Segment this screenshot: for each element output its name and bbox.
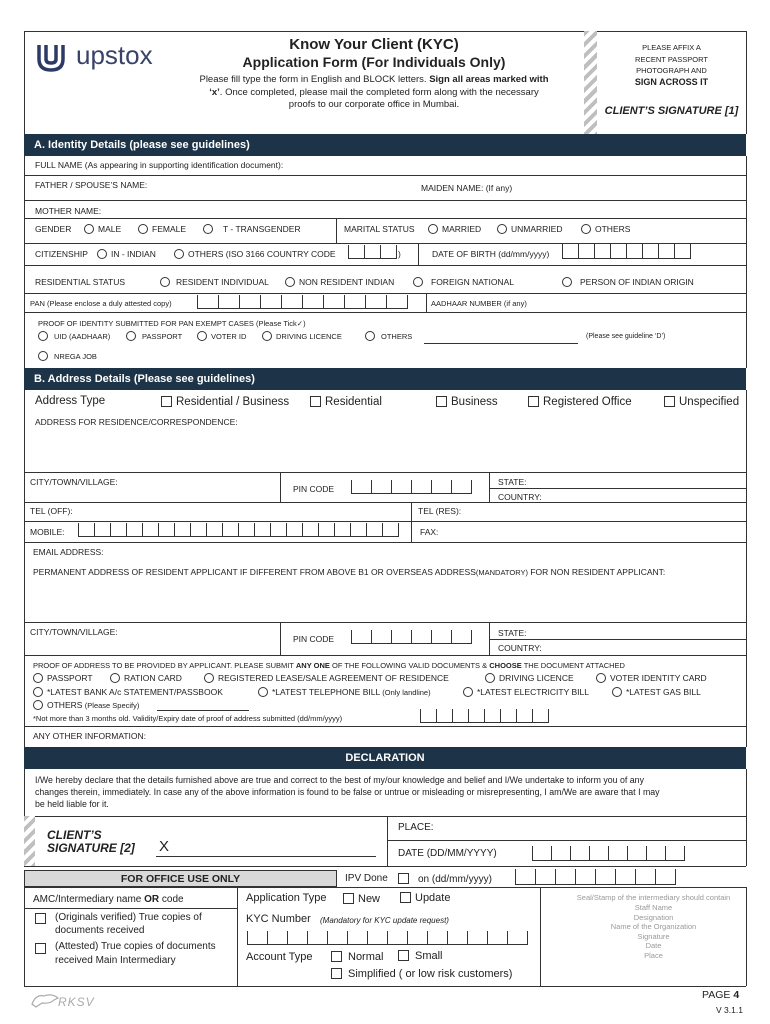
pan-label: PAN (Please enclose a duly attested copy) bbox=[30, 299, 172, 308]
pin-cells[interactable] bbox=[351, 480, 472, 494]
res-pio[interactable]: PERSON OF INDIAN ORIGIN bbox=[562, 277, 694, 287]
poa-phone[interactable]: *LATEST TELEPHONE BILL (Only landline) bbox=[258, 687, 431, 697]
office-use-header: FOR OFFICE USE ONLY bbox=[24, 870, 337, 887]
seal-line-6: Place bbox=[644, 951, 663, 960]
tel-off-label: TEL (OFF): bbox=[30, 506, 73, 516]
gender-female[interactable]: FEMALE bbox=[138, 224, 186, 234]
form-title: Know Your Client (KYC) bbox=[289, 36, 459, 53]
proof-address-title: PROOF OF ADDRESS TO BE PROVIDED BY APPLICANT. PLEASE SUBMIT ANY ONE OF THE FOLLOWING VALID DOCUMENTS & CHOOSE THE DOCUMENT ATTACHED bbox=[33, 661, 625, 670]
instructions-line2: ‘x’. Once completed, please mail the completed form along with the necessary bbox=[209, 87, 539, 98]
attested-line1: (Attested) True copies of documents bbox=[55, 941, 216, 952]
seal-line-3: Name of the Organization bbox=[610, 922, 697, 931]
perm-address-label: PERMANENT ADDRESS OF RESIDENT APPLICANT IF DIFFERENT FROM ABOVE B1 OR OVERSEAS ADDRESS(MANDATORY) FOR NON RESIDENT APPLICANT: bbox=[33, 567, 666, 577]
tel-res-label: TEL (RES): bbox=[418, 506, 462, 516]
poa-ration[interactable]: RATION CARD bbox=[110, 673, 182, 683]
poa-gas[interactable]: *LATEST GAS BILL bbox=[612, 687, 701, 697]
mobile-cells[interactable] bbox=[78, 523, 399, 537]
pin-label: PIN CODE bbox=[293, 484, 335, 494]
section-a-header: A. Identity Details (please see guidelines) bbox=[24, 134, 746, 156]
amc-label: AMC/Intermediary name OR code bbox=[33, 894, 184, 905]
declaration-line3: be held liable for it. bbox=[35, 799, 109, 809]
app-type-label: Application Type bbox=[246, 892, 327, 904]
decl-date-cells[interactable] bbox=[532, 846, 685, 861]
dob-cells[interactable] bbox=[562, 244, 691, 259]
pin2-label: PIN CODE bbox=[293, 634, 335, 644]
seal-line-0: Seal/Stamp of the intermediary should contain bbox=[576, 893, 731, 902]
seal-line-1: Staff Name bbox=[634, 903, 673, 912]
originals-checkbox[interactable] bbox=[35, 913, 50, 924]
marital-married[interactable]: MARRIED bbox=[428, 224, 481, 234]
declaration-line2: changes therein, immediately. In case any of the above information is found to be false or untrue or misleading or misrepresenting, I am/We are aware that I may bbox=[35, 787, 660, 797]
proof-uid[interactable]: UID (AADHAAR) bbox=[38, 331, 110, 341]
any-other-info-label: ANY OTHER INFORMATION: bbox=[33, 731, 147, 741]
poa-electricity[interactable]: *LATEST ELECTRICITY BILL bbox=[463, 687, 589, 697]
seal-line-2: Designation bbox=[633, 913, 674, 922]
addr-type-business[interactable]: Business bbox=[436, 396, 498, 408]
addr-type-reg-office[interactable]: Registered Office bbox=[528, 396, 632, 408]
poa-voter-card[interactable]: VOTER IDENTITY CARD bbox=[596, 673, 707, 683]
originals-line2: documents received bbox=[55, 925, 145, 936]
account-type-label: Account Type bbox=[246, 951, 313, 963]
place-label: PLACE: bbox=[398, 822, 434, 833]
aadhaar-label: AADHAAR NUMBER (if any) bbox=[431, 299, 527, 308]
maiden-label: MAIDEN NAME: (If any) bbox=[421, 183, 513, 193]
rksv-text: RKSV bbox=[58, 995, 95, 1009]
full-name-label: FULL NAME (As appearing in supporting identification document): bbox=[35, 160, 284, 170]
city2-label: CITY/TOWN/VILLAGE: bbox=[30, 627, 118, 637]
photo-text-4: SIGN ACROSS IT bbox=[634, 77, 709, 87]
country-label: COUNTRY: bbox=[498, 492, 542, 502]
addr-type-residential[interactable]: Residential bbox=[310, 396, 382, 408]
proof-identity-title: PROOF OF IDENTITY SUBMITTED FOR PAN EXEMPT CASES (Please Tick✓) bbox=[38, 319, 306, 328]
photo-text-3: PHOTOGRAPH AND bbox=[636, 66, 707, 75]
country2-label: COUNTRY: bbox=[498, 643, 542, 653]
marital-others[interactable]: OTHERS bbox=[581, 224, 630, 234]
acct-small[interactable]: Small bbox=[398, 950, 443, 962]
gender-label: GENDER bbox=[35, 224, 72, 234]
gender-transgender[interactable]: T - TRANSGENDER bbox=[203, 224, 301, 234]
originals-line1: (Originals verified) True copies of bbox=[55, 912, 202, 923]
instructions-line1: Please fill type the form in English and BLOCK letters. Sign all areas marked with bbox=[199, 74, 549, 85]
marital-label: MARITAL STATUS bbox=[344, 224, 415, 234]
proof-passport[interactable]: PASSPORT bbox=[126, 331, 182, 341]
acct-simplified[interactable]: Simplified ( or low risk customers) bbox=[331, 968, 512, 980]
ipv-label: IPV Done bbox=[345, 873, 388, 884]
client-sig2-line1: CLIENT’S bbox=[47, 828, 102, 842]
declaration-header: DECLARATION bbox=[24, 747, 746, 769]
ipv-checkbox[interactable]: on (dd/mm/yyyy) bbox=[398, 873, 492, 885]
seal-line-5: Date bbox=[645, 941, 662, 950]
dob-label: DATE OF BIRTH (dd/mm/yyyy) bbox=[432, 249, 550, 259]
poa-passport[interactable]: PASSPORT bbox=[33, 673, 93, 683]
page-number: PAGE 4 bbox=[702, 989, 740, 1001]
bull-icon bbox=[30, 990, 60, 1010]
res-foreign[interactable]: FOREIGN NATIONAL bbox=[413, 277, 514, 287]
country-code-cells[interactable] bbox=[348, 245, 397, 259]
poa-lease[interactable]: REGISTERED LEASE/SALE AGREEMENT OF RESIDENCE bbox=[204, 673, 449, 683]
father-label: FATHER / SPOUSE’S NAME: bbox=[35, 180, 148, 190]
poa-dl[interactable]: DRIVING LICENCE bbox=[485, 673, 574, 683]
app-type-update[interactable]: Update bbox=[400, 892, 450, 904]
citizenship-label: CITIZENSHIP bbox=[35, 249, 88, 259]
email-label: EMAIL ADDRESS: bbox=[33, 547, 104, 557]
version: V 3.1.1 bbox=[716, 1005, 743, 1015]
proof-nrega[interactable]: NREGA JOB bbox=[38, 351, 97, 361]
citizenship-indian[interactable]: IN - INDIAN bbox=[97, 249, 156, 259]
city-label: CITY/TOWN/VILLAGE: bbox=[30, 477, 118, 487]
app-type-new[interactable]: New bbox=[343, 893, 380, 905]
seal-line-4: Signature bbox=[637, 932, 670, 941]
photo-text-1: PLEASE AFFIX A bbox=[642, 43, 701, 52]
address-type-label: Address Type bbox=[35, 395, 106, 407]
addr-res-label: ADDRESS FOR RESIDENCE/CORRESPONDENCE: bbox=[35, 417, 238, 427]
poa-others[interactable]: OTHERS (Please Specify) bbox=[33, 700, 139, 710]
citizenship-others[interactable]: OTHERS (ISO 3166 COUNTRY CODE bbox=[174, 249, 336, 259]
attested-line2: received Main Intermediary bbox=[55, 955, 176, 966]
instructions-line3: proofs to our corporate office in Mumbai. bbox=[288, 99, 460, 110]
section-b-header: B. Address Details (Please see guidelines) bbox=[24, 368, 746, 390]
proof-voter[interactable]: VOTER ID bbox=[197, 331, 246, 341]
proof-others[interactable]: OTHERS bbox=[365, 331, 412, 341]
addr-type-unspecified[interactable]: Unspecified bbox=[664, 396, 739, 408]
date-label: DATE (DD/MM/YYYY) bbox=[398, 848, 497, 859]
guideline-d: (Please see guideline ‘D’) bbox=[586, 333, 666, 340]
kyc-number-cells[interactable] bbox=[247, 931, 528, 945]
ipv-date-cells[interactable] bbox=[515, 869, 676, 885]
acct-normal[interactable]: Normal bbox=[331, 951, 383, 963]
client-signature-1: CLIENT’S SIGNATURE [1] bbox=[604, 105, 739, 117]
mother-label: MOTHER NAME: bbox=[35, 206, 102, 216]
gender-male[interactable]: MALE bbox=[84, 224, 121, 234]
attested-checkbox[interactable] bbox=[35, 943, 50, 954]
kyc-number-label: KYC Number bbox=[246, 913, 311, 925]
state2-label: STATE: bbox=[498, 628, 527, 638]
addr-type-res-bus[interactable]: Residential / Business bbox=[161, 396, 289, 408]
res-nri[interactable]: NON RESIDENT INDIAN bbox=[285, 277, 394, 287]
validity-note: *Not more than 3 months old. Validity/Expiry date of proof of address submitted (dd/mm/yyyy) bbox=[33, 714, 343, 723]
signature-line bbox=[156, 856, 376, 857]
signature-stripe bbox=[24, 816, 35, 866]
kyc-note: (Mandatory for KYC update request) bbox=[320, 916, 449, 925]
proof-dl[interactable]: DRIVING LICENCE bbox=[262, 331, 342, 341]
pan-cells[interactable] bbox=[197, 295, 408, 309]
mobile-label: MOBILE: bbox=[30, 527, 65, 537]
res-status-label: RESIDENTIAL STATUS bbox=[35, 277, 126, 287]
state-label: STATE: bbox=[498, 477, 527, 487]
country-code-paren: ) bbox=[398, 249, 401, 259]
marital-unmarried[interactable]: UNMARRIED bbox=[497, 224, 562, 234]
validity-date-cells[interactable] bbox=[420, 709, 549, 723]
form-subtitle: Application Form (For Individuals Only) bbox=[242, 54, 506, 70]
signature-x[interactable]: X bbox=[159, 838, 170, 855]
declaration-line1: I/We hereby declare that the details furnished above are true and correct to the best of my/our knowledge and belief and I/We undertake to inform you of any bbox=[35, 775, 644, 785]
client-sig2-line2: SIGNATURE [2] bbox=[47, 841, 135, 855]
poa-bank[interactable]: *LATEST BANK A/c STATEMENT/PASSBOOK bbox=[33, 687, 223, 697]
brand-name: upstox bbox=[76, 40, 153, 70]
rksv-logo bbox=[30, 990, 60, 1012]
photo-text-2: RECENT PASSPORT bbox=[635, 55, 708, 64]
pin2-cells[interactable] bbox=[351, 630, 472, 644]
fax-label: FAX: bbox=[420, 527, 439, 537]
res-individual[interactable]: RESIDENT INDIVIDUAL bbox=[160, 277, 269, 287]
